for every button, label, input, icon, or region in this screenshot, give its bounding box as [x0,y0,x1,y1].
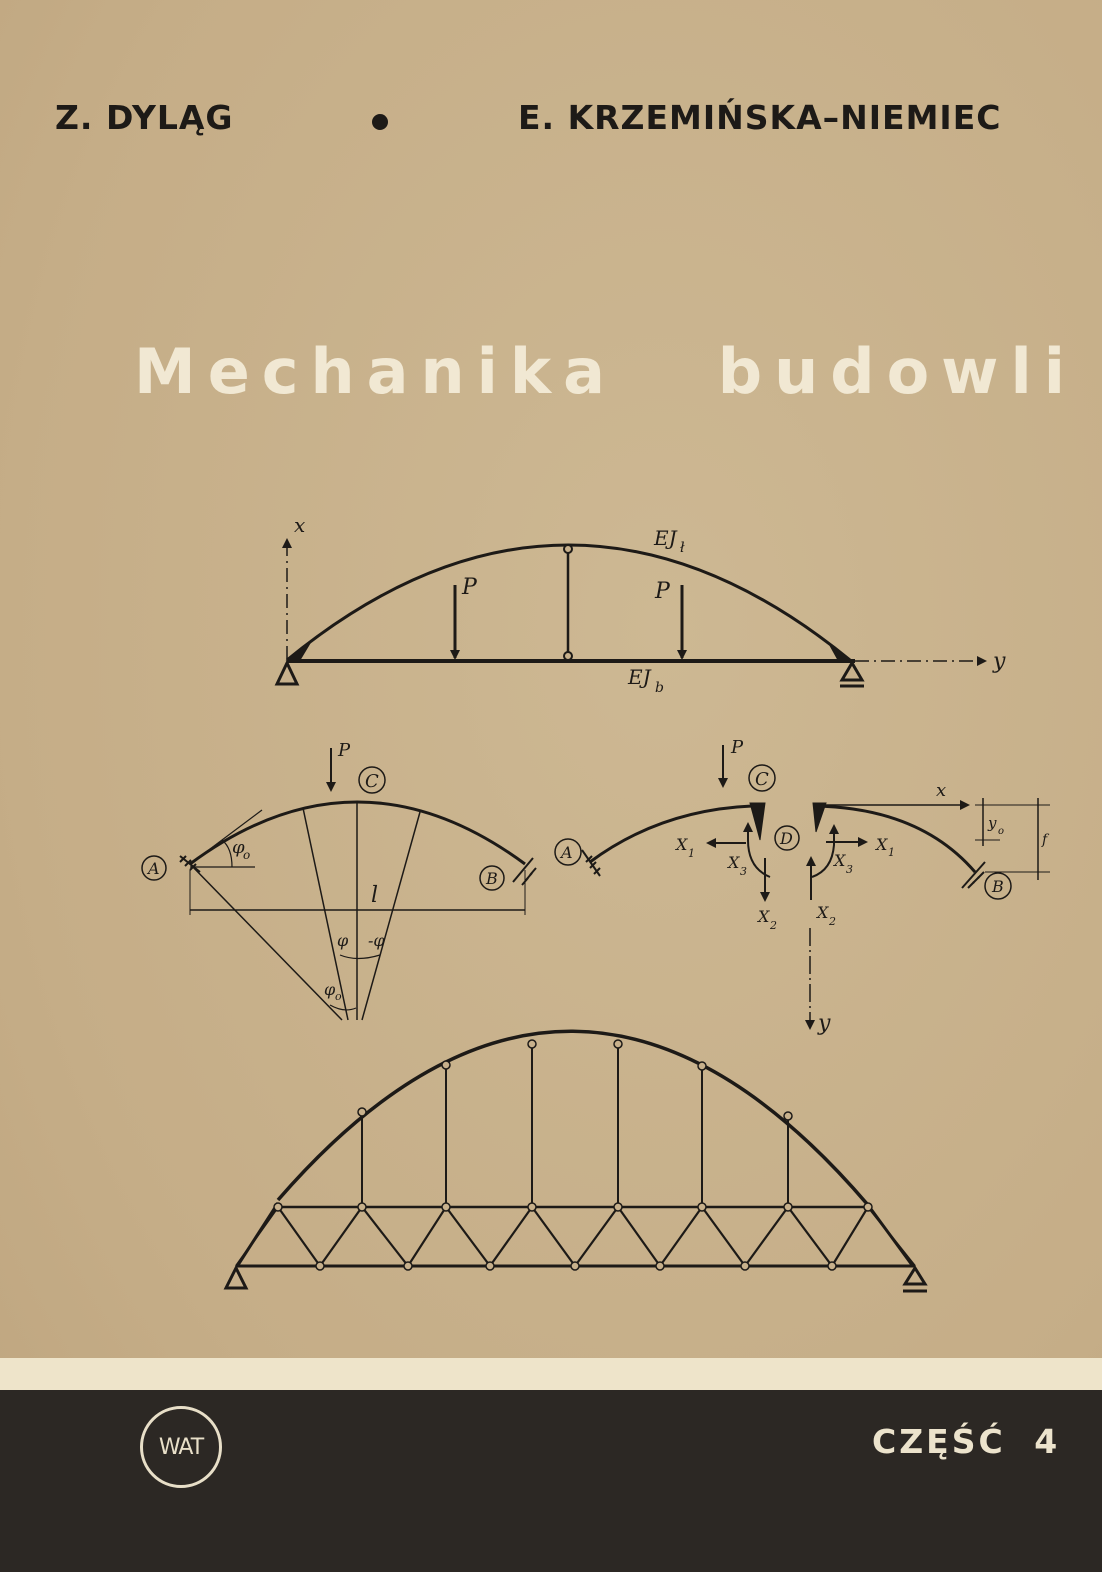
top-y-label: y [993,649,1006,674]
right-support-a-hatch [582,850,600,876]
left-tangent [190,810,262,864]
part-number: 4 [1034,1422,1061,1461]
right-rise-label: f [1042,832,1048,848]
right-x2-right-label: X [817,903,829,922]
right-y0-label: y [988,814,997,832]
top-x-label: x [294,513,306,537]
top-hanger-hinge-top [564,545,572,553]
cover-stripe [0,1358,1102,1390]
top-support-pin [277,663,297,684]
right-cut-right [813,803,826,832]
right-x3-left-label: X [728,853,740,872]
top-load-1-label: P [462,575,477,600]
left-crown-label: C [365,771,379,792]
right-x3-right-arc [812,826,834,877]
truss-diagonals [236,1207,915,1266]
left-support-b-label: B [486,869,498,888]
left-angle0-label: φ [232,837,245,858]
right-x3-left-sub: 3 [740,865,747,878]
right-cut-left [750,803,765,840]
top-corner-left [287,640,312,660]
left-angle-right-label: -φ [368,931,385,950]
right-x-axis-label: x [936,780,947,801]
right-x3-right-label: X [834,851,846,870]
right-x3-right-sub: 3 [846,863,853,876]
publisher-logo [140,1406,222,1488]
right-x1-left-sub: 1 [688,847,695,860]
truss-arch-figure [226,1031,927,1291]
left-angle-left-label: φ [337,931,349,950]
left-angle-bottom-label: φ [324,980,336,999]
left-radius-2 [362,812,420,1020]
right-support-b-label: B [992,877,1004,896]
right-crown-label: C [755,769,769,790]
top-corner-right [828,642,850,660]
top-support-roller [842,663,862,680]
top-load-2-label: P [655,579,670,604]
right-y-axis-label: y [818,1011,831,1036]
truss-joints [274,1040,872,1270]
left-span-label: l [371,883,379,908]
top-arch-stiffness-label: EJ [654,526,677,550]
top-hanger-hinge-bottom [564,652,572,660]
top-tie-stiffness-label: EJ [628,665,651,689]
released-arch-figure [555,745,1050,1028]
book-title: Mechanika budowli [134,335,1077,408]
left-angle-arc [222,840,232,867]
left-support-a-label: A [148,859,160,878]
truss-support-roller [905,1268,925,1284]
right-x2-right-sub: 2 [829,915,836,928]
right-x1-right-sub: 1 [888,846,895,859]
right-hinge-label: D [780,829,793,848]
truss-arch [278,1031,868,1205]
top-arch-stiffness-sub: ł [680,540,685,556]
top-figure-labels [294,513,1006,696]
right-x1-left-label: X [676,835,688,854]
right-x2-left-label: X [758,907,770,926]
left-angle0-sub: o [243,848,251,862]
left-angle-bottom-sub: o [335,990,342,1003]
part-label: CZĘŚĆ [872,1422,1006,1461]
right-figure-labels [559,737,1050,1036]
publisher-logo-text: WAT [158,1434,204,1460]
author-name-1: Z. DYLĄG [55,98,234,137]
right-support-b-hatch [962,862,985,888]
right-x2-left-sub: 2 [770,919,777,932]
author-name-2: E. KRZEMIŃSKA–NIEMIEC [518,98,1002,137]
right-load-label: P [731,737,744,758]
truss-support-pin [226,1268,246,1288]
left-center-arc [340,955,380,959]
circular-arch-figure [142,748,536,1020]
right-x1-right-label: X [876,835,888,854]
right-support-a-label: A [561,843,573,862]
left-bottom-arc [330,1005,356,1010]
right-y0-sub: o [998,826,1005,837]
part-indicator [872,1422,1060,1461]
top-tie-stiffness-sub: b [655,680,664,696]
left-load-label: P [338,740,351,761]
